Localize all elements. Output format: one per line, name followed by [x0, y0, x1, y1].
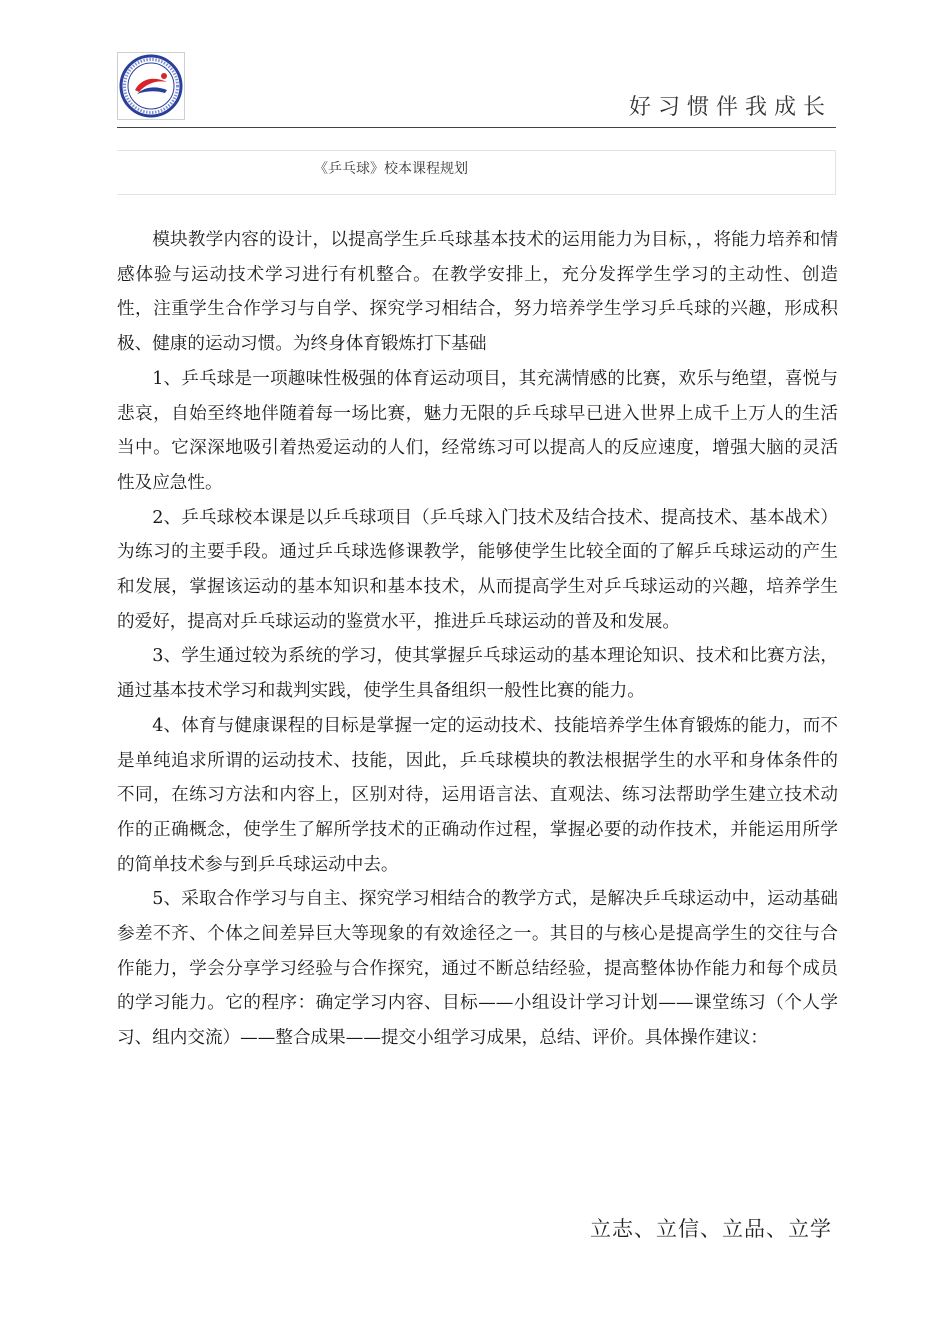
paragraph-5: 5、采取合作学习与自主、探究学习相结合的教学方式，是解决乒乓球运动中，运动基础参差不齐、个体之间差异巨大等现象的有效途径之一。其目的与核心是提高学生的交往与合作能力，学会分享学习经验与合作探究，通过不断总结经验，提高整体协作能力和每个成员的学习能力。它的程序：确定学习内容、目标——小组设计学习计划——课堂练习（个人学习、组内交流）——整合成果——提交小组学习成果，总结、评价。具体操作建议： [117, 889, 838, 1049]
paragraph-intro: 模块教学内容的设计，以提高学生乒乓球基本技术的运用能力为目标，，将能力培养和情感体验与运动技术学习进行有机整合。在教学安排上，充分发挥学生学习的主动性、创造性，注重学生合作学习与自学、探究学习相结合，努力培养学生学习乒乓球的兴趣，形成积极、健康的运动习惯。为终身体育锻炼打下基础 [117, 230, 838, 355]
document-title: 《乒乓球》校本课程规划 [314, 161, 468, 177]
school-emblem-icon [117, 52, 185, 120]
header-divider [117, 127, 836, 128]
footer-motto: 立志、立信、立品、立学 [590, 1217, 832, 1241]
document-body [117, 223, 838, 1056]
header-motto: 好习惯伴我成长 [628, 95, 832, 120]
paragraph-4: 4、体育与健康课程的目标是掌握一定的运动技术、技能培养学生体育锻炼的能力，而不是单纯追求所谓的运动技术、技能，因此，乒乓球模块的教法根据学生的水平和身体条件的不同，在练习方法和内容上，区别对待，运用语言法、直观法、练习法帮助学生建立技术动作的正确概念，使学生了解所学技术的正确动作过程，掌握必要的动作技术，并能运用所学的简单技术参与到乒乓球运动中去。 [117, 715, 838, 875]
paragraph-1: 1、乒乓球是一项趣味性极强的体育运动项目，其充满情感的比赛，欢乐与绝望，喜悦与悲哀，自始至终地伴随着每一场比赛，魅力无限的乒乓球早已进入世界上成千上万人的生活当中。它深深地吸引着热爱运动的人们，经常练习可以提高人的反应速度，增强大脑的灵活性及应急性。 [117, 368, 838, 493]
paragraph-3: 3、学生通过较为系统的学习，使其掌握乒乓球运动的基本理论知识、技术和比赛方法，通过基本技术学习和裁判实践，使学生具备组织一般性比赛的能力。 [117, 646, 838, 702]
paragraph-2: 2、乒乓球校本课是以乒乓球项目（乒乓球入门技术及结合技术、提高技术、基本战术）为练习的主要手段。通过乒乓球选修课教学，能够使学生比较全面的了解乒乓球运动的产生和发展，掌握该运动的基本知识和基本技术，从而提高学生对乒乓球运动的兴趣，培养学生的爱好，提高对乒乓球运动的鉴赏水平，推进乒乓球运动的普及和发展。 [117, 507, 838, 632]
title-frame [117, 150, 836, 195]
